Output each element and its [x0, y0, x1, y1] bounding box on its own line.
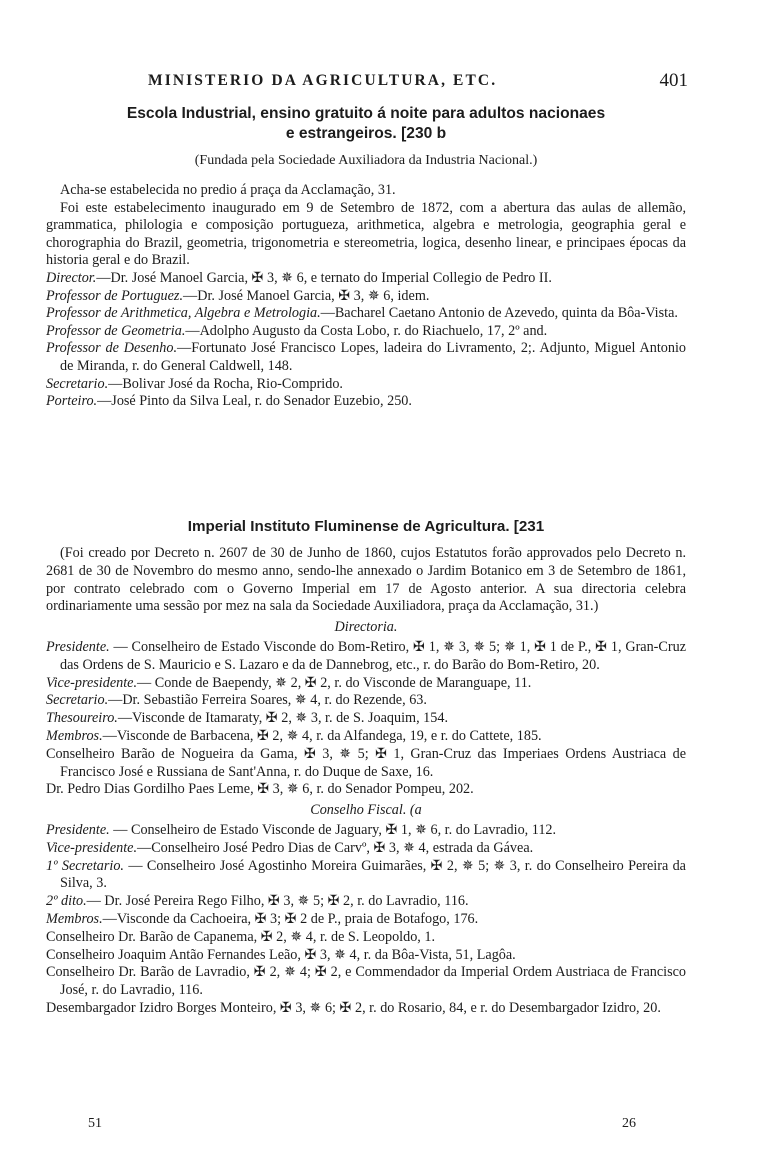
fiscal-entry — [46, 822, 686, 840]
staff-entry — [46, 323, 686, 341]
section-title-escola-industrial — [46, 104, 686, 144]
member-details: — Dr. José Pereira Rego Filho, ✠ 3, ✵ 5; ✠ 2, r. do Lavradio, 116. — [86, 893, 469, 910]
member-details: — Conselheiro de Estado Visconde de Jaguary, ✠ 1, ✵ 6, r. do Lavradio, 112. — [109, 821, 557, 838]
member-details: —Conselheiro José Pedro Dias de Carvº, ✠ 3, ✵ 4, estrada da Gávea. — [137, 839, 534, 856]
fiscal-entry — [46, 858, 686, 894]
founded-note: (Fundada pela Sociedade Auxiliadora da Industria Nacional.) — [194, 153, 538, 168]
staff-role: Secretario. — [46, 375, 109, 392]
conselho-fiscal-heading: Conselho Fiscal. (a — [310, 802, 422, 819]
section-title-line-1: Escola Industrial, ensino gratuito á noite para adultos nacionaes — [126, 105, 606, 122]
directoria-entry — [46, 675, 686, 693]
member-role: Membros. — [46, 910, 103, 927]
fiscal-entry — [46, 929, 686, 947]
staff-role: Professor de Geometria. — [46, 322, 186, 339]
member-details: Conselheiro Dr. Barão de Capanema, ✠ 2, ✵ 4, r. de S. Leopoldo, 1. — [46, 928, 436, 945]
instituto-body — [46, 545, 686, 1018]
member-role: 1º Secretario. — [46, 857, 124, 874]
member-details: Desembargador Izidro Borges Monteiro, ✠ 3, ✵ 6; ✠ 2, r. do Rosario, 84, e r. do Desembargador Izidro, 20. — [46, 999, 661, 1016]
member-role: Vice-presidente. — [46, 674, 137, 691]
member-details: —Dr. Sebastião Ferreira Soares, ✵ 4, r. do Rezende, 63. — [108, 692, 427, 709]
instituto-note: (Foi creado por Decreto n. 2607 de 30 de Junho de 1860, cujos Estatutos forão approvados pelo Decreto n. 2681 de 30 de Novembro do mesmo anno, sendo-lhe annexado o Jardim Botanico em 3 de Setembro de 1861, por contrato celebrado com o Governo Imperial em 17 de Agosto anterior. A sua directoria celebra ordinariamente uma sessão por mez na sala da Sociedade Auxiliadora, praça da Acclamação, 31.) — [46, 545, 686, 615]
fiscal-entry — [46, 893, 686, 911]
staff-entry — [46, 393, 686, 411]
escola-body — [46, 182, 686, 411]
directoria-entry — [46, 728, 686, 746]
member-role: Secretario. — [46, 692, 109, 709]
member-role: Presidente. — [46, 821, 110, 838]
fiscal-entry — [46, 964, 686, 1000]
fiscal-entry — [46, 911, 686, 929]
section-title-instituto-fluminense: Imperial Instituto Fluminense de Agricultura. [231 — [187, 518, 545, 535]
directoria-entry — [46, 639, 686, 675]
staff-details: —Adolpho Augusto da Costa Lobo, r. do Riachuelo, 17, 2º and. — [185, 322, 548, 339]
member-role: Thesoureiro. — [46, 710, 118, 727]
staff-entry — [46, 305, 686, 323]
fiscal-entry — [46, 1000, 686, 1018]
member-role: Vice-presidente. — [46, 839, 137, 856]
member-details: —Visconde de Itamaraty, ✠ 2, ✵ 3, r. de S. Joaquim, 154. — [117, 710, 448, 727]
staff-details: —Bolivar José da Rocha, Rio-Comprido. — [108, 375, 343, 392]
staff-entry — [46, 288, 686, 306]
directoria-entry — [46, 746, 686, 782]
signature-mark: 51 — [88, 1116, 102, 1131]
staff-role: Director. — [46, 269, 97, 286]
staff-details: —José Pinto da Silva Leal, r. do Senador Euzebio, 250. — [97, 393, 412, 410]
directoria-heading: Directoria. — [334, 619, 398, 636]
directoria-entry — [46, 710, 686, 728]
member-role: Membros. — [46, 727, 103, 744]
intro-paragraph-1: Acha-se estabelecida no predio á praça da Acclamação, 31. — [60, 182, 396, 198]
staff-details: —Dr. José Manoel Garcia, ✠ 3, ✵ 6, e ternato do Imperial Collegio de Pedro II. — [96, 269, 552, 286]
sheet-number: 26 — [622, 1116, 636, 1131]
staff-role: Professor de Portuguez. — [46, 287, 184, 304]
section-title-line-2: e estrangeiros. [230 b — [285, 125, 447, 142]
member-details: Conselheiro Barão de Nogueira da Gama, ✠ 3, ✵ 5; ✠ 1, Gran-Cruz das Imperiaes Ordens Austriaca de Francisco José e Russiana de Sant'Anna, r. do Duque de Saxe, 16. — [46, 745, 686, 780]
staff-role: Porteiro. — [46, 393, 98, 410]
directoria-entry — [46, 781, 686, 799]
staff-entry — [46, 270, 686, 288]
staff-details: —Fortunato José Francisco Lopes, ladeira do Livramento, 2;. Adjunto, Miguel Antonio de Miranda, r. do General Caldwell, 148. — [60, 340, 687, 374]
running-header — [148, 70, 688, 98]
member-details: —Visconde da Cachoeira, ✠ 3; ✠ 2 de P., praia de Botafogo, 176. — [102, 910, 479, 927]
member-details: Conselheiro Dr. Barão de Lavradio, ✠ 2, ✵ 4; ✠ 2, e Commendador da Imperial Ordem Austriaca de Francisco José, r. do Lavradio, 116. — [46, 964, 686, 999]
member-details: —Visconde de Barbacena, ✠ 2, ✵ 4, r. da Alfandega, 19, e r. do Cattete, 185. — [102, 727, 542, 744]
member-role: Presidente. — [46, 638, 110, 655]
member-details: Dr. Pedro Dias Gordilho Paes Leme, ✠ 3, ✵ 6, r. do Senador Pompeu, 202. — [46, 781, 474, 798]
page-number: 401 — [659, 70, 688, 91]
intro-paragraph-2: Foi este estabelecimento inaugurado em 9 de Setembro de 1872, com a abertura das aulas de allemão, grammatica, philologia e composição portugueza, arithmetica, algebra e metrologia, geographia geral e chorographia do Brazil, geometria, trigonometria e stereometria, logica, desenho linear, e principaes épocas da historia geral e do Brazil. — [46, 199, 686, 269]
fiscal-entry — [46, 840, 686, 858]
staff-role: Professor de Arithmetica, Algebra e Metrologia. — [46, 305, 321, 322]
running-title: MINISTERIO DA AGRICULTURA, ETC. — [148, 72, 498, 89]
staff-details: —Bacharel Caetano Antonio de Azevedo, quinta da Bôa-Vista. — [320, 305, 678, 322]
member-details: — Conselheiro de Estado Visconde do Bom-Retiro, ✠ 1, ✵ 3, ✵ 5; ✵ 1, ✠ 1 de P., ✠ 1, Gran-Cruz das Ordens de S. Mauricio e S. Lazaro e da de Dannebrog, etc., r. do Barão do Bom-Retiro, 20. — [60, 638, 686, 673]
fiscal-entry — [46, 947, 686, 965]
staff-details: —Dr. José Manoel Garcia, ✠ 3, ✵ 6, idem. — [183, 287, 430, 304]
staff-entry — [46, 376, 686, 394]
member-role: 2º dito. — [46, 893, 87, 910]
member-details: — Conselheiro José Agostinho Moreira Guimarães, ✠ 2, ✵ 5; ✵ 3, r. do Conselheiro Pereira da Silva, 3. — [60, 857, 686, 892]
member-details: — Conde de Baependy, ✵ 2, ✠ 2, r. do Visconde de Maranguape, 11. — [137, 674, 532, 691]
member-details: Conselheiro Joaquim Antão Fernandes Leão, ✠ 3, ✵ 4, r. da Bôa-Vista, 51, Lagôa. — [46, 946, 516, 963]
page-footer — [88, 1116, 636, 1136]
staff-role: Professor de Desenho. — [46, 340, 177, 357]
staff-entry — [46, 340, 686, 375]
directoria-entry — [46, 692, 686, 710]
